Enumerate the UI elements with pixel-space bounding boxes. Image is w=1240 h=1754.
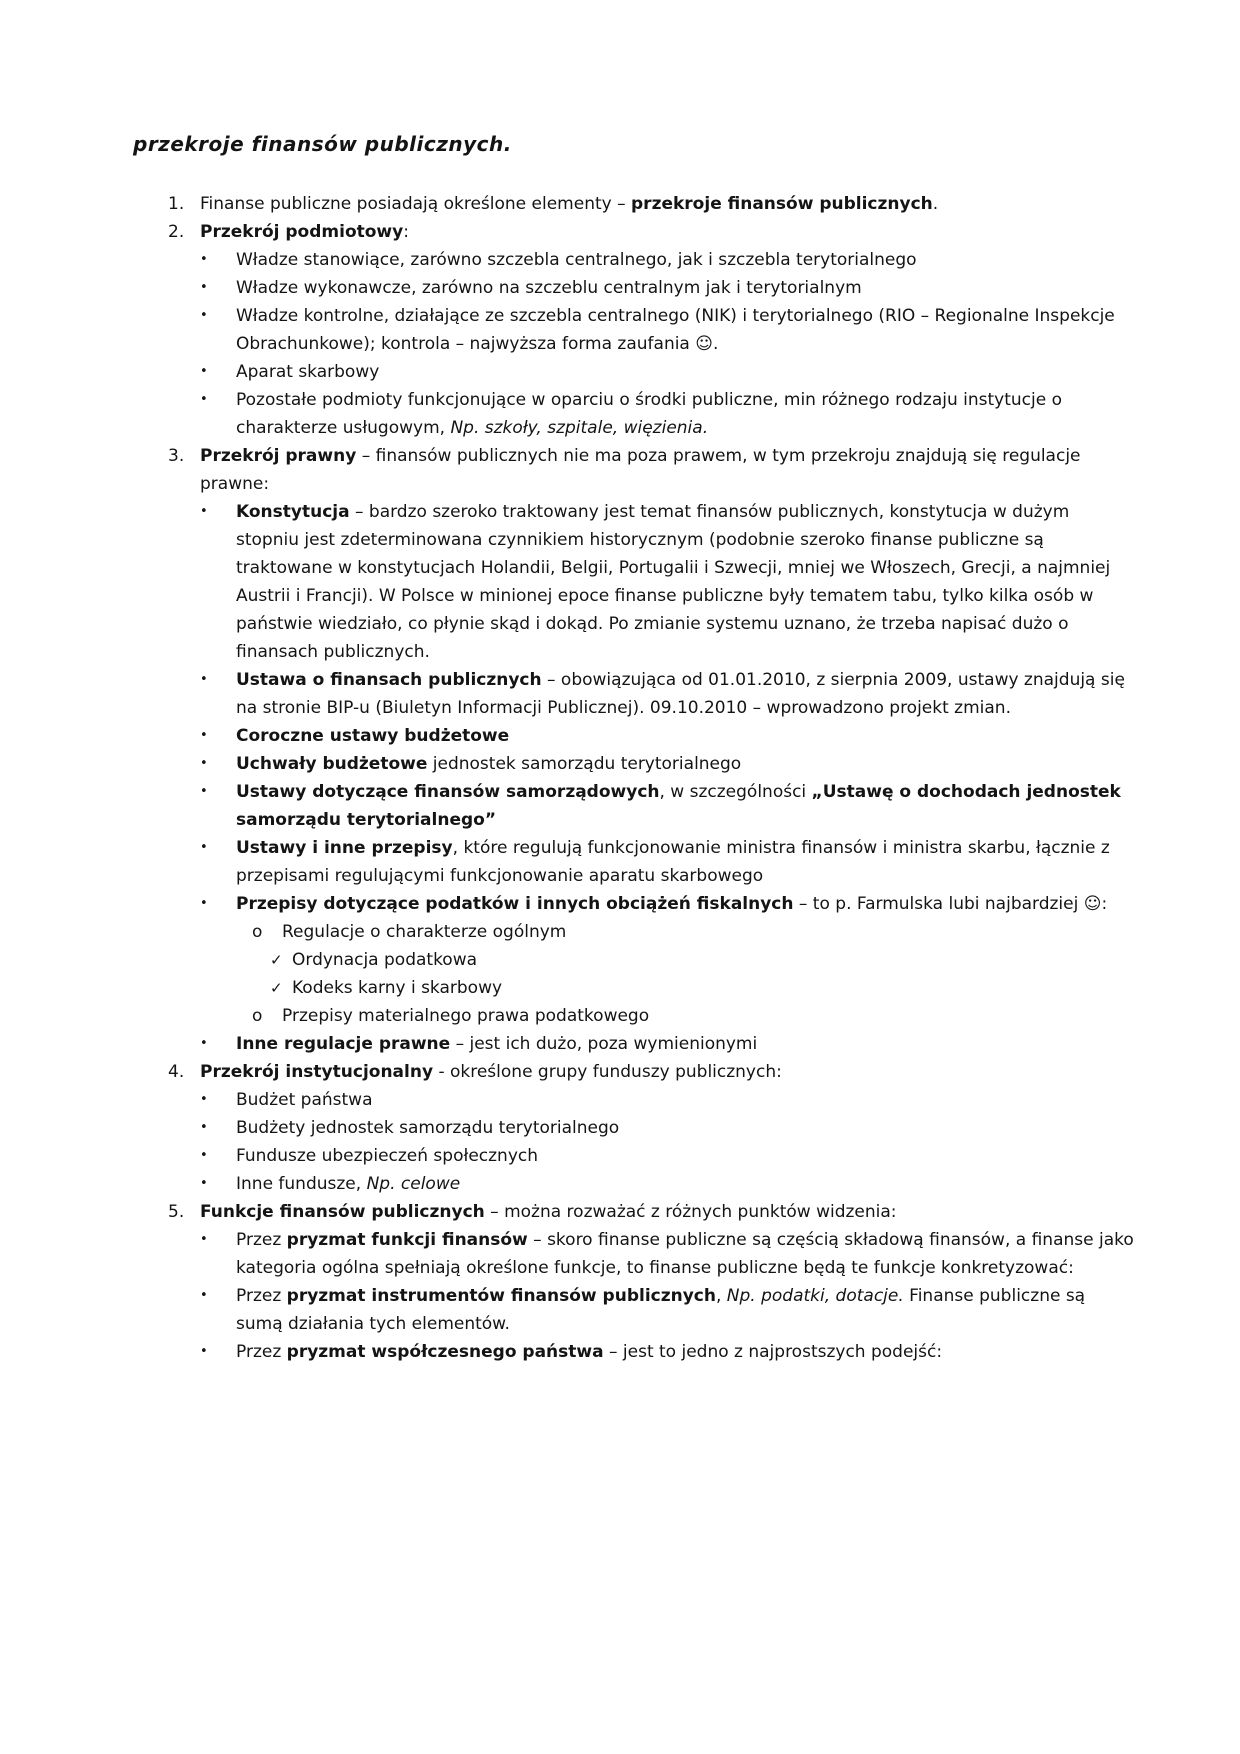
list-item-row [200,778,1135,834]
text-segment: Aparat skarbowy [236,362,380,382]
item-text [236,498,1135,666]
item-text [236,1170,1135,1198]
text-segment: - określone grupy funduszy publicznych: [433,1062,782,1082]
text-segment: Przez [236,1230,287,1250]
list-item-row [168,1058,1135,1086]
text-segment: pryzmat funkcji finansów [286,1230,528,1250]
bullet-marker: • [200,1120,208,1135]
text-segment: Np. celowe [366,1174,461,1194]
bullet-marker: • [200,1148,208,1163]
item-text [236,1114,1135,1142]
list-item-row [252,918,1135,946]
item-text [200,1058,1135,1086]
text-segment: Coroczne ustawy budżetowe [236,726,510,746]
list-item [200,498,1135,666]
list-item [200,1030,1135,1058]
text-segment: – jest ich dużo, poza wymienionymi [450,1034,758,1054]
list-item [200,386,1135,442]
text-segment: , które regulują funkcjonowanie ministra finansów i ministra skarbu, łącznie z przepisami regulującymi funkcjonowanie aparatu skarbowego [236,838,1110,886]
page-title: przekroje finansów publicznych. [133,132,512,156]
item-text [200,442,1135,498]
list-item [200,722,1135,750]
text-segment: Inne fundusze, [236,1174,367,1194]
check-marker: ✓ [270,979,283,997]
list-item-row [200,1226,1135,1282]
item-text [236,386,1135,442]
item-number: 5. [168,1202,185,1222]
text-segment: – obowiązująca od 01.01.2010, z sierpnia 2009, ustawy znajdują się na stronie BIP-u (Biuletyn Informacji Publicznej). 09.10.2010 – wprowadzono projekt zmian. [236,670,1125,718]
text-segment: Ustawa o finansach publicznych [236,670,542,690]
document-body [133,190,1135,1366]
text-segment: Przepisy dotyczące podatków i innych obciążeń fiskalnych [236,894,794,914]
bullet-marker: • [200,756,208,771]
list-item-row [168,1198,1135,1226]
bullet-marker: • [200,840,208,855]
bullet-marker: • [200,728,208,743]
text-segment: Przekrój podmiotowy [200,222,404,242]
bullet-marker: • [200,784,208,799]
bullet-marker: • [200,1092,208,1107]
text-segment: , w szczególności [659,782,812,802]
o-marker: o [252,1006,263,1026]
bullet-marker: • [200,504,208,519]
item-text [292,974,1135,1002]
text-segment: przekroje finansów publicznych [631,194,933,214]
text-segment: – to p. Farmulska lubi najbardziej ☺: [793,894,1108,914]
text-segment: Np. podatki, dotacje. [726,1286,904,1306]
text-segment: „Ustawę o dochodach jednostek samorządu terytorialnego” [236,782,1121,830]
item-text [236,1226,1135,1282]
list-item-row [200,1338,1135,1366]
list-item [168,1198,1135,1366]
bullet-marker: • [200,392,208,407]
list-item-row [200,274,1135,302]
item-text [236,246,1135,274]
text-segment: – skoro finanse publiczne są częścią składową finansów, a finanse jako kategoria ogólna spełniają określone funkcje, to finanse publiczne będą te funkcje konkretyzować: [236,1230,1134,1278]
list-item [252,1002,1135,1030]
list-item [200,1338,1135,1366]
item-text [236,666,1135,722]
text-segment: Budżety jednostek samorządu terytorialnego [236,1118,620,1138]
item-text [236,1338,1135,1366]
bullet-marker: • [200,308,208,323]
check-marker: ✓ [270,951,283,969]
list-item [200,1282,1135,1338]
list-item [168,1058,1135,1198]
bullet-marker: • [200,1036,208,1051]
item-text [292,946,1135,974]
list-item-row [200,1030,1135,1058]
text-segment: Władze wykonawcze, zarówno na szczeblu centralnym jak i terytorialnym [236,278,862,298]
text-segment: pryzmat instrumentów finansów publicznych [286,1286,716,1306]
text-segment: – bardzo szeroko traktowany jest temat finansów publicznych, konstytucja w dużym stopniu jest zdeterminowana czynnikiem historycznym (podobnie szeroko finanse publiczne są traktowane w konstytucjach Holandii, Belgii, Portugalii i Szwecji, mniej we Włoszech, Grecji, a najmniej Austrii i Francji). W Polsce w minionej epoce finanse publiczne były tematem tabu, tylko kilka osób w państwie wiedziało, co płynie skąd i dokąd. Po zmianie systemu uznano, że trzeba napisać dużo o finansach publicznych. [236,502,1111,662]
list-item [270,946,1135,974]
list-item-row [168,442,1135,498]
list-item [200,1114,1135,1142]
text-segment: Władze kontrolne, działające ze szczebla centralnego (NIK) i terytorialnego (RIO – Regionalne Inspekcje Obrachunkowe); kontrola – najwyższa forma zaufania ☺. [236,306,1115,354]
list-item [200,274,1135,302]
list-item-row [200,890,1135,918]
list-item-row [200,750,1135,778]
bullet-list [168,1226,1135,1366]
list-item-row [200,1086,1135,1114]
list-item [200,1226,1135,1282]
bullet-marker: • [200,1176,208,1191]
item-text [236,750,1135,778]
text-segment: Fundusze ubezpieczeń społecznych [236,1146,538,1166]
item-number: 1. [168,194,185,214]
text-segment: Przekrój prawny [200,446,357,466]
list-item-row [270,946,1135,974]
numbered-list [133,190,1135,1366]
text-segment: Inne regulacje prawne [236,1034,451,1054]
list-item [168,190,1135,218]
list-item-row [200,1282,1135,1338]
o-marker: o [252,922,263,942]
item-text [200,1198,1135,1226]
item-text [236,1086,1135,1114]
item-text [236,778,1135,834]
text-segment: Przepisy materialnego prawa podatkowego [282,1006,650,1026]
list-item-row [200,498,1135,666]
bullet-list [252,946,1135,1002]
bullet-marker: • [200,364,208,379]
text-segment: jednostek samorządu terytorialnego [427,754,742,774]
list-item-row [200,358,1135,386]
list-item-row [200,1142,1135,1170]
text-segment: , [715,1286,727,1306]
list-item [200,750,1135,778]
item-text [236,358,1135,386]
text-segment: Budżet państwa [236,1090,373,1110]
item-text [236,302,1135,358]
item-text [236,1282,1135,1338]
item-text [282,918,1135,946]
text-segment: Konstytucja [236,502,350,522]
bullet-list [168,498,1135,1058]
bullet-list [168,246,1135,442]
item-text [236,722,1135,750]
text-segment: : [403,222,409,242]
bullet-marker: • [200,252,208,267]
text-segment: Kodeks karny i skarbowy [292,978,503,998]
text-segment: – jest to jedno z najprostszych podejść: [603,1342,943,1362]
bullet-list [168,1086,1135,1198]
list-item-row [200,834,1135,890]
list-item [200,1170,1135,1198]
text-segment: Przez [236,1342,287,1362]
bullet-list [200,918,1135,1030]
bullet-marker: • [200,672,208,687]
item-text [200,218,1135,246]
text-segment: Funkcje finansów publicznych [200,1202,485,1222]
text-segment: Przekrój instytucjonalny [200,1062,434,1082]
item-text [200,190,1135,218]
bullet-marker: • [200,1288,208,1303]
item-text [236,1030,1135,1058]
list-item [200,246,1135,274]
list-item-row [200,386,1135,442]
list-item [200,358,1135,386]
list-item-row [200,1114,1135,1142]
list-item-row [252,1002,1135,1030]
text-segment: – finansów publicznych nie ma poza prawem, w tym przekroju znajdują się regulacje prawne: [200,446,1081,494]
text-segment: Np. szkoły, szpitale, więzienia. [450,418,709,438]
list-item-row [168,190,1135,218]
list-item [200,834,1135,890]
list-item [200,890,1135,1030]
list-item [200,302,1135,358]
text-segment: pryzmat współczesnego państwa [286,1342,604,1362]
list-item-row [270,974,1135,1002]
list-item-row [168,218,1135,246]
list-item-row [200,722,1135,750]
list-item-row [200,1170,1135,1198]
list-item [200,1142,1135,1170]
item-text [282,1002,1135,1030]
text-segment: Regulacje o charakterze ogólnym [282,922,567,942]
text-segment: Pozostałe podmioty funkcjonujące w oparciu o środki publiczne, min różnego rodzaju instytucje o charakterze usługowym, [236,390,1063,438]
text-segment: Ustawy dotyczące finansów samorządowych [236,782,660,802]
item-text [236,834,1135,890]
item-number: 3. [168,446,185,466]
list-item [168,442,1135,1058]
text-segment: – można rozważać z różnych punktów widzenia: [484,1202,897,1222]
text-segment: . [932,194,939,214]
text-segment: Finanse publiczne posiadają określone elementy – [200,194,632,214]
text-segment: Władze stanowiące, zarówno szczebla centralnego, jak i szczebla terytorialnego [236,250,917,270]
bullet-marker: • [200,1344,208,1359]
bullet-marker: • [200,280,208,295]
item-text [236,1142,1135,1170]
text-segment: Przez [236,1286,287,1306]
text-segment: Ustawy i inne przepisy [236,838,453,858]
text-segment: Uchwały budżetowe [236,754,428,774]
item-text [236,890,1135,918]
item-number: 4. [168,1062,185,1082]
item-text [236,274,1135,302]
list-item [200,1086,1135,1114]
bullet-marker: • [200,896,208,911]
text-segment: Finanse publiczne są sumą działania tych elementów. [236,1286,1086,1334]
list-item [200,778,1135,834]
list-item [200,666,1135,722]
list-item-row [200,666,1135,722]
text-segment: Ordynacja podatkowa [292,950,478,970]
item-number: 2. [168,222,185,242]
list-item-row [200,302,1135,358]
list-item-row [200,246,1135,274]
bullet-marker: • [200,1232,208,1247]
list-item [168,218,1135,442]
list-item [252,918,1135,1002]
list-item [270,974,1135,1002]
